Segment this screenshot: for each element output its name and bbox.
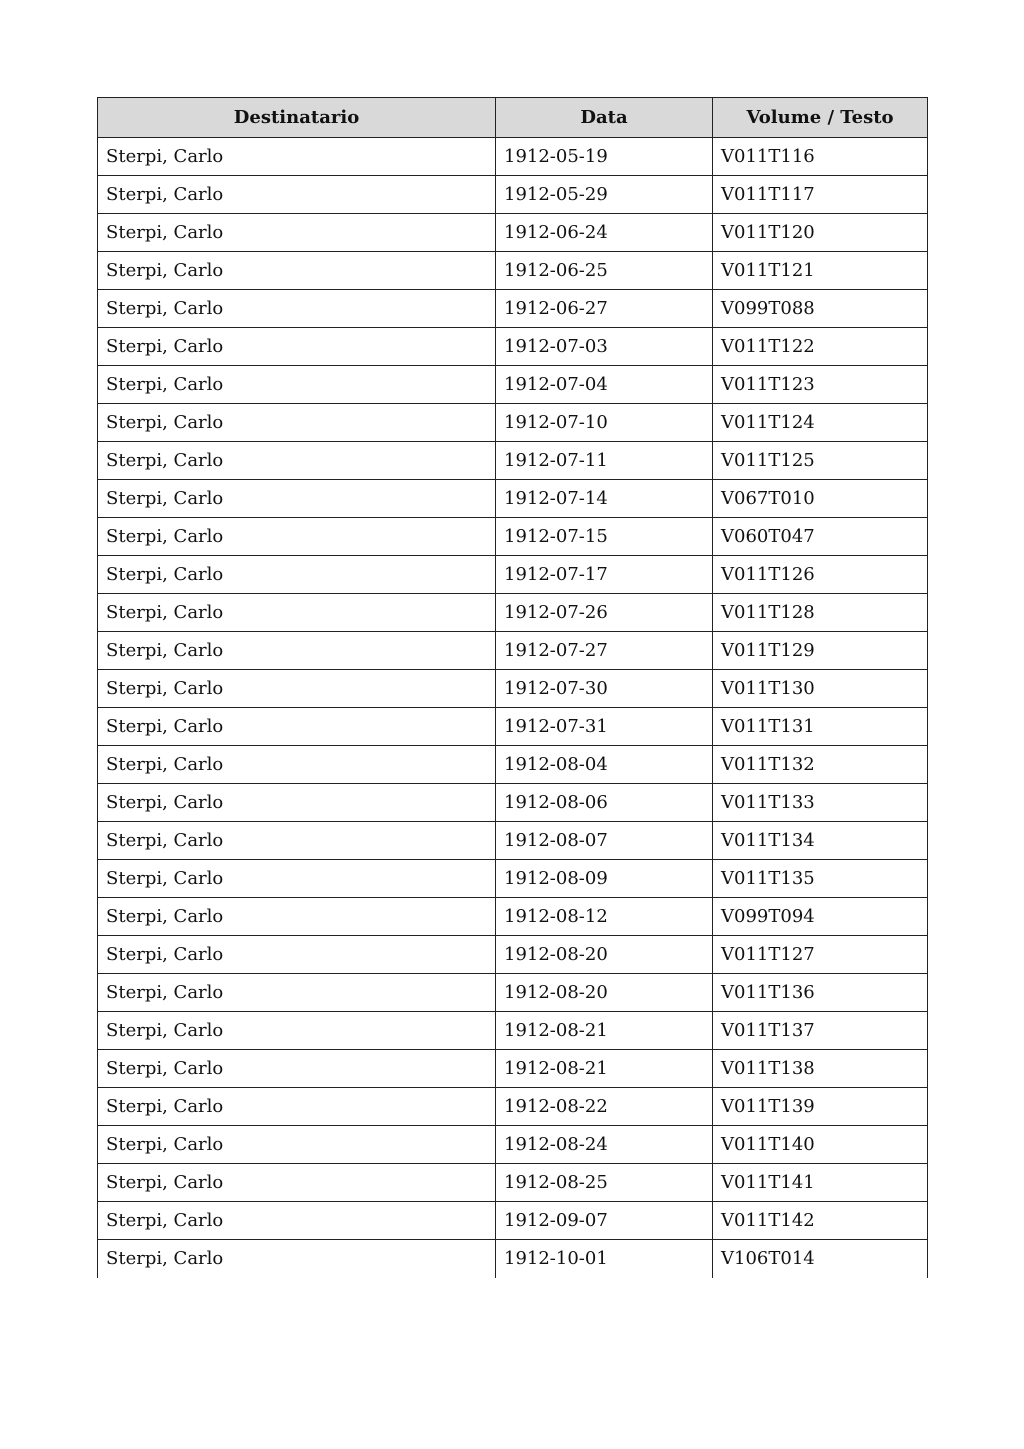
table-row bbox=[98, 176, 928, 214]
table-row bbox=[98, 632, 928, 670]
cell-data: 1912-06-27 bbox=[496, 290, 713, 328]
cell-volume-testo: V011T121 bbox=[713, 252, 928, 290]
cell-destinatario: Sterpi, Carlo bbox=[98, 670, 496, 708]
cell-data: 1912-07-30 bbox=[496, 670, 713, 708]
cell-volume-testo: V011T134 bbox=[713, 822, 928, 860]
cell-destinatario: Sterpi, Carlo bbox=[98, 974, 496, 1012]
cell-destinatario: Sterpi, Carlo bbox=[98, 860, 496, 898]
cell-destinatario: Sterpi, Carlo bbox=[98, 176, 496, 214]
cell-destinatario: Sterpi, Carlo bbox=[98, 442, 496, 480]
cell-destinatario: Sterpi, Carlo bbox=[98, 898, 496, 936]
cell-destinatario: Sterpi, Carlo bbox=[98, 1012, 496, 1050]
table-row bbox=[98, 936, 928, 974]
table-row bbox=[98, 214, 928, 252]
cell-data: 1912-08-21 bbox=[496, 1012, 713, 1050]
cell-destinatario: Sterpi, Carlo bbox=[98, 1050, 496, 1088]
table-row bbox=[98, 974, 928, 1012]
table-row bbox=[98, 1202, 928, 1240]
cell-destinatario: Sterpi, Carlo bbox=[98, 784, 496, 822]
header-volume-testo: Volume / Testo bbox=[713, 98, 928, 138]
table-row bbox=[98, 480, 928, 518]
cell-data: 1912-10-01 bbox=[496, 1240, 713, 1278]
table-row bbox=[98, 366, 928, 404]
cell-destinatario: Sterpi, Carlo bbox=[98, 404, 496, 442]
cell-data: 1912-08-21 bbox=[496, 1050, 713, 1088]
cell-volume-testo: V011T123 bbox=[713, 366, 928, 404]
cell-data: 1912-08-24 bbox=[496, 1126, 713, 1164]
table-row bbox=[98, 594, 928, 632]
cell-volume-testo: V011T133 bbox=[713, 784, 928, 822]
cell-volume-testo: V011T128 bbox=[713, 594, 928, 632]
cell-destinatario: Sterpi, Carlo bbox=[98, 746, 496, 784]
cell-destinatario: Sterpi, Carlo bbox=[98, 1126, 496, 1164]
cell-data: 1912-05-29 bbox=[496, 176, 713, 214]
cell-destinatario: Sterpi, Carlo bbox=[98, 1164, 496, 1202]
table-row bbox=[98, 138, 928, 176]
document-page bbox=[97, 97, 927, 1278]
cell-destinatario: Sterpi, Carlo bbox=[98, 518, 496, 556]
cell-destinatario: Sterpi, Carlo bbox=[98, 290, 496, 328]
cell-volume-testo: V011T124 bbox=[713, 404, 928, 442]
cell-data: 1912-07-14 bbox=[496, 480, 713, 518]
cell-volume-testo: V011T140 bbox=[713, 1126, 928, 1164]
cell-data: 1912-07-04 bbox=[496, 366, 713, 404]
table-row bbox=[98, 1126, 928, 1164]
table-header-row bbox=[98, 98, 928, 138]
table-row bbox=[98, 556, 928, 594]
cell-destinatario: Sterpi, Carlo bbox=[98, 936, 496, 974]
cell-data: 1912-07-27 bbox=[496, 632, 713, 670]
cell-volume-testo: V011T126 bbox=[713, 556, 928, 594]
cell-destinatario: Sterpi, Carlo bbox=[98, 632, 496, 670]
cell-volume-testo: V011T142 bbox=[713, 1202, 928, 1240]
cell-volume-testo: V106T014 bbox=[713, 1240, 928, 1278]
table-body bbox=[98, 138, 928, 1278]
cell-destinatario: Sterpi, Carlo bbox=[98, 138, 496, 176]
table-row bbox=[98, 1164, 928, 1202]
cell-destinatario: Sterpi, Carlo bbox=[98, 1240, 496, 1278]
header-destinatario: Destinatario bbox=[98, 98, 496, 138]
cell-volume-testo: V011T131 bbox=[713, 708, 928, 746]
cell-destinatario: Sterpi, Carlo bbox=[98, 252, 496, 290]
cell-destinatario: Sterpi, Carlo bbox=[98, 708, 496, 746]
cell-data: 1912-07-11 bbox=[496, 442, 713, 480]
table-row bbox=[98, 1050, 928, 1088]
table-row bbox=[98, 328, 928, 366]
table-row bbox=[98, 252, 928, 290]
cell-data: 1912-06-24 bbox=[496, 214, 713, 252]
cell-data: 1912-07-26 bbox=[496, 594, 713, 632]
cell-volume-testo: V011T130 bbox=[713, 670, 928, 708]
cell-destinatario: Sterpi, Carlo bbox=[98, 822, 496, 860]
cell-data: 1912-08-12 bbox=[496, 898, 713, 936]
cell-data: 1912-08-20 bbox=[496, 974, 713, 1012]
cell-data: 1912-08-20 bbox=[496, 936, 713, 974]
table-row bbox=[98, 708, 928, 746]
cell-volume-testo: V011T116 bbox=[713, 138, 928, 176]
cell-volume-testo: V011T120 bbox=[713, 214, 928, 252]
cell-data: 1912-07-10 bbox=[496, 404, 713, 442]
cell-destinatario: Sterpi, Carlo bbox=[98, 1202, 496, 1240]
cell-destinatario: Sterpi, Carlo bbox=[98, 328, 496, 366]
cell-volume-testo: V099T088 bbox=[713, 290, 928, 328]
table-row bbox=[98, 746, 928, 784]
cell-data: 1912-08-25 bbox=[496, 1164, 713, 1202]
cell-volume-testo: V011T141 bbox=[713, 1164, 928, 1202]
cell-volume-testo: V011T127 bbox=[713, 936, 928, 974]
table-row bbox=[98, 860, 928, 898]
table-row bbox=[98, 290, 928, 328]
cell-volume-testo: V011T136 bbox=[713, 974, 928, 1012]
cell-data: 1912-08-07 bbox=[496, 822, 713, 860]
cell-data: 1912-08-06 bbox=[496, 784, 713, 822]
cell-destinatario: Sterpi, Carlo bbox=[98, 214, 496, 252]
table-row bbox=[98, 898, 928, 936]
cell-volume-testo: V011T122 bbox=[713, 328, 928, 366]
header-data: Data bbox=[496, 98, 713, 138]
cell-data: 1912-07-15 bbox=[496, 518, 713, 556]
cell-data: 1912-07-31 bbox=[496, 708, 713, 746]
cell-data: 1912-07-03 bbox=[496, 328, 713, 366]
cell-data: 1912-08-22 bbox=[496, 1088, 713, 1126]
cell-data: 1912-06-25 bbox=[496, 252, 713, 290]
cell-volume-testo: V011T132 bbox=[713, 746, 928, 784]
cell-volume-testo: V011T137 bbox=[713, 1012, 928, 1050]
table-row bbox=[98, 442, 928, 480]
cell-volume-testo: V099T094 bbox=[713, 898, 928, 936]
cell-volume-testo: V067T010 bbox=[713, 480, 928, 518]
table-row bbox=[98, 1240, 928, 1278]
table-row bbox=[98, 670, 928, 708]
cell-destinatario: Sterpi, Carlo bbox=[98, 1088, 496, 1126]
cell-data: 1912-09-07 bbox=[496, 1202, 713, 1240]
cell-destinatario: Sterpi, Carlo bbox=[98, 594, 496, 632]
cell-volume-testo: V011T125 bbox=[713, 442, 928, 480]
table-row bbox=[98, 518, 928, 556]
cell-destinatario: Sterpi, Carlo bbox=[98, 556, 496, 594]
table-row bbox=[98, 1088, 928, 1126]
cell-volume-testo: V060T047 bbox=[713, 518, 928, 556]
cell-volume-testo: V011T138 bbox=[713, 1050, 928, 1088]
cell-data: 1912-05-19 bbox=[496, 138, 713, 176]
table-row bbox=[98, 404, 928, 442]
cell-data: 1912-08-09 bbox=[496, 860, 713, 898]
cell-destinatario: Sterpi, Carlo bbox=[98, 366, 496, 404]
cell-volume-testo: V011T135 bbox=[713, 860, 928, 898]
table-row bbox=[98, 822, 928, 860]
cell-volume-testo: V011T129 bbox=[713, 632, 928, 670]
letters-table bbox=[97, 97, 928, 1278]
cell-data: 1912-07-17 bbox=[496, 556, 713, 594]
cell-volume-testo: V011T117 bbox=[713, 176, 928, 214]
cell-data: 1912-08-04 bbox=[496, 746, 713, 784]
cell-destinatario: Sterpi, Carlo bbox=[98, 480, 496, 518]
table-row bbox=[98, 784, 928, 822]
cell-volume-testo: V011T139 bbox=[713, 1088, 928, 1126]
table-row bbox=[98, 1012, 928, 1050]
